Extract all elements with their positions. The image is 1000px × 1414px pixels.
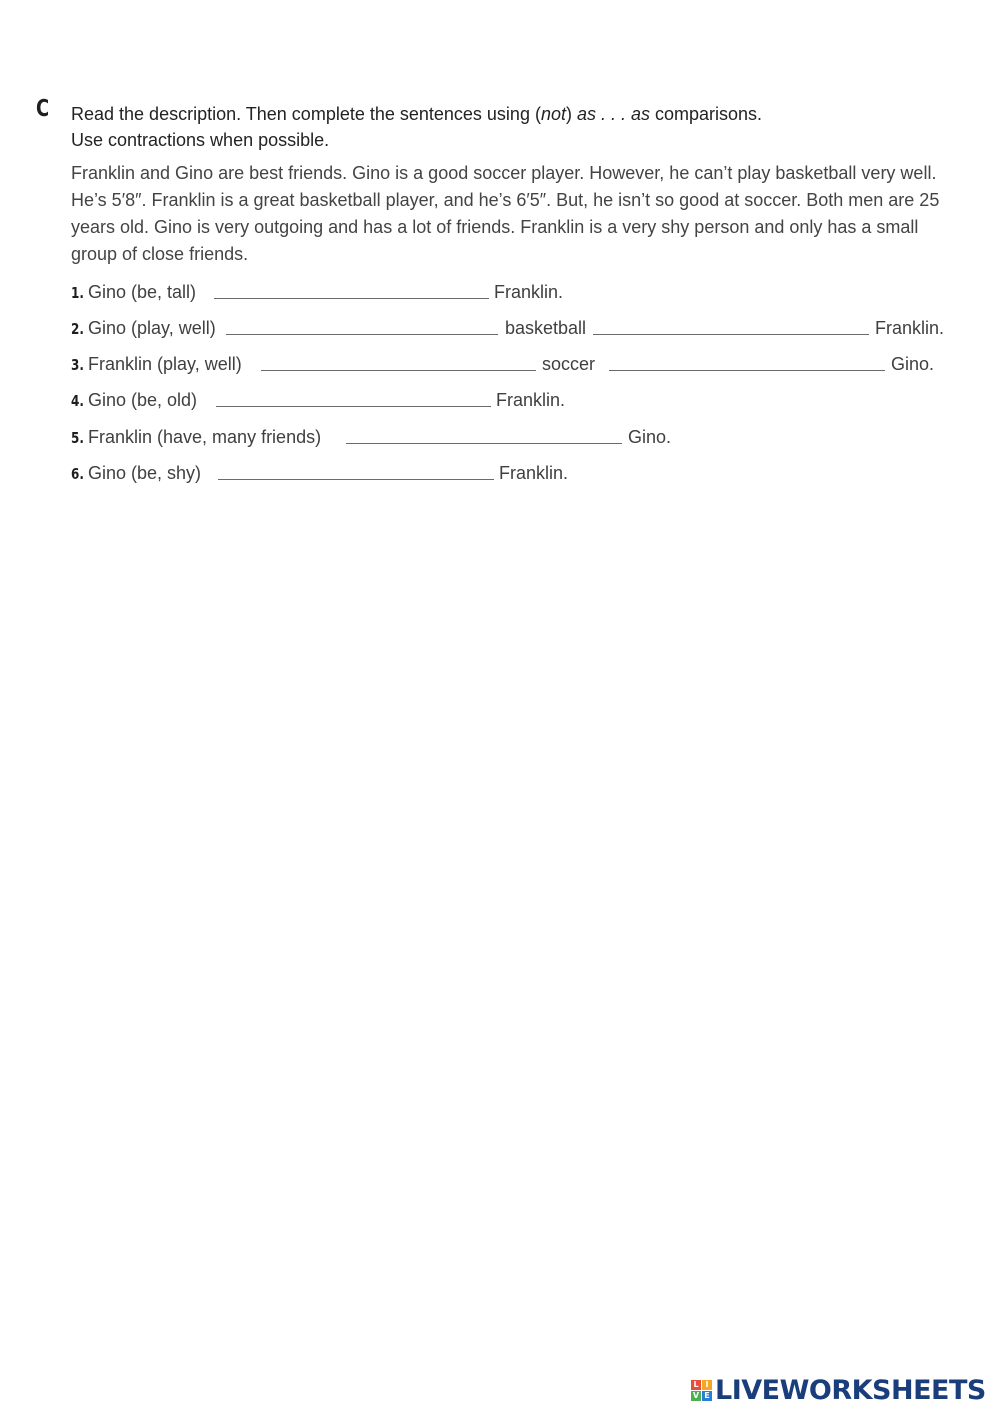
liveworksheets-logo <box>691 1373 986 1407</box>
question-ending: Franklin. <box>494 282 564 302</box>
question-1 <box>71 279 971 305</box>
question-number: 4. <box>71 392 84 410</box>
answer-blank[interactable] <box>226 334 498 335</box>
question-ending: Franklin. <box>496 390 566 410</box>
instructions-line-2: Use contractions when possible. <box>71 130 330 150</box>
answer-blank[interactable] <box>346 443 622 444</box>
reading-passage: Franklin and Gino are best friends. Gino is a good soccer player. However, he can’t play basketball very well. He’s 5′8″. Franklin is a great basketball player, and he’s 6′5″. But, he isn’t so good at soccer. Both men are 25 years old. Gino is very outgoing and has a lot of friends. Franklin is a very shy person and only has a small group of close friends. <box>71 163 940 264</box>
question-prompt: Gino (be, old) <box>88 390 198 410</box>
question-number: 3. <box>71 356 84 374</box>
question-ending: Gino. <box>628 427 672 447</box>
question-6 <box>71 460 971 486</box>
question-4 <box>71 387 971 413</box>
instructions-line-1: Read the description. Then complete the sentences using (not) as . . . as comparisons. <box>71 104 763 124</box>
question-number: 2. <box>71 320 84 338</box>
question-prompt: Gino (be, tall) <box>88 282 197 302</box>
question-number: 5. <box>71 429 84 447</box>
logo-mark-cell: V <box>692 1390 700 1400</box>
question-prompt: Franklin (have, many friends) <box>88 427 322 447</box>
answer-blank[interactable] <box>216 406 491 407</box>
question-prompt: Franklin (play, well) <box>88 354 242 374</box>
logo-mark-cell: L <box>691 1380 701 1390</box>
question-middle: soccer <box>542 354 596 374</box>
answer-blank[interactable] <box>609 370 885 371</box>
question-ending: Franklin. <box>875 318 945 338</box>
question-ending: Franklin. <box>499 463 569 483</box>
instructions-not: not <box>540 104 566 124</box>
answer-blank[interactable] <box>214 298 489 299</box>
logo-mark-icon <box>691 1380 712 1401</box>
exercise-instructions <box>71 101 971 153</box>
question-2 <box>71 315 971 341</box>
answer-blank[interactable] <box>593 334 869 335</box>
question-prompt: Gino (play, well) <box>88 318 216 338</box>
question-middle: basketball <box>505 318 587 338</box>
logo-mark-cell: I <box>702 1380 712 1390</box>
question-3 <box>71 351 971 377</box>
logo-mark-cell: E <box>702 1391 712 1401</box>
logo-text: LIVEWORKSHEETS <box>715 1374 986 1406</box>
instructions-as-as: as . . . as <box>576 104 651 124</box>
question-5 <box>71 424 971 450</box>
answer-blank[interactable] <box>218 479 494 480</box>
exercise-letter: C <box>36 96 50 122</box>
question-prompt: Gino (be, shy) <box>88 463 202 483</box>
question-number: 6. <box>71 465 84 483</box>
answer-blank[interactable] <box>261 370 536 371</box>
question-number: 1. <box>71 284 84 302</box>
question-ending: Gino. <box>891 354 935 374</box>
